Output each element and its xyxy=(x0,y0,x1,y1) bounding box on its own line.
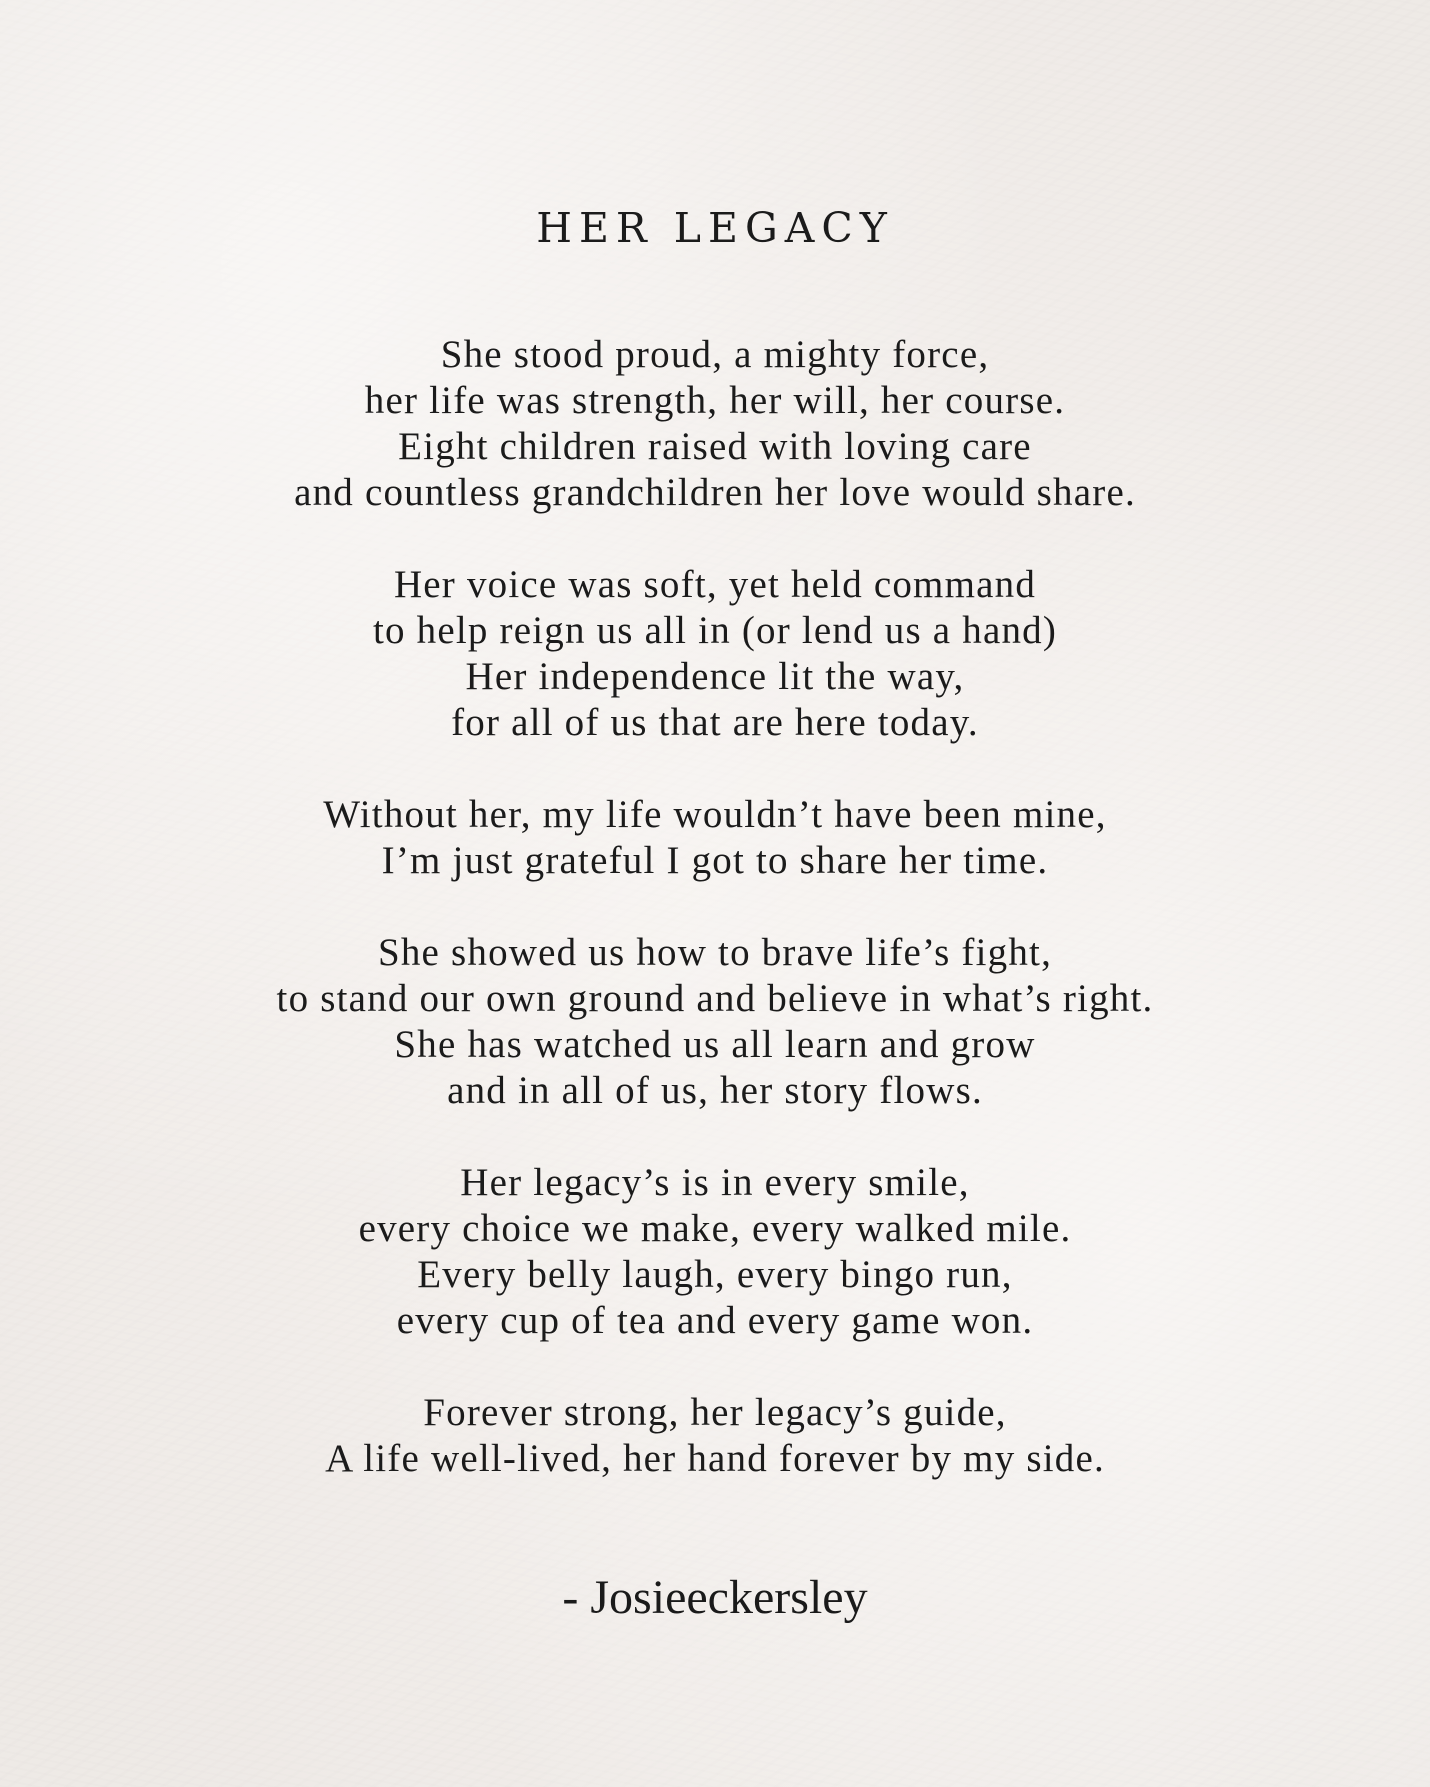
poem-line: I’m just grateful I got to share her time. xyxy=(381,839,1049,882)
poem-line: to help reign us all in (or lend us a hand) xyxy=(372,609,1058,652)
poem-line: A life well-lived, her hand forever by my side. xyxy=(325,1437,1105,1480)
poem-body xyxy=(0,332,1430,1528)
poem-line: for all of us that are here today. xyxy=(451,701,979,744)
poem-line: She showed us how to brave life’s fight, xyxy=(377,931,1053,974)
author-signature: - Josieeckersley xyxy=(562,1571,868,1624)
stanza-3 xyxy=(0,792,1430,884)
poem-line: and in all of us, her story flows. xyxy=(447,1069,983,1112)
stanza-2 xyxy=(0,562,1430,746)
poem-line: to stand our own ground and believe in what’s right. xyxy=(276,977,1154,1020)
poem-line: She stood proud, a mighty force, xyxy=(440,333,990,376)
poem-line: and countless grandchildren her love would share. xyxy=(294,471,1136,514)
poem-line: her life was strength, her will, her course. xyxy=(364,379,1066,422)
poem-line: every cup of tea and every game won. xyxy=(396,1299,1034,1342)
poem-line: She has watched us all learn and grow xyxy=(394,1023,1036,1066)
poem-line: Without her, my life wouldn’t have been mine, xyxy=(323,793,1107,836)
poem-line: Her independence lit the way, xyxy=(465,655,965,698)
poem-line: Her voice was soft, yet held command xyxy=(393,563,1037,606)
stanza-4 xyxy=(0,930,1430,1114)
stanza-1 xyxy=(0,332,1430,516)
poem-title: HER LEGACY xyxy=(536,204,894,252)
stanza-6 xyxy=(0,1390,1430,1482)
poem-line: Every belly laugh, every bingo run, xyxy=(417,1253,1013,1296)
stanza-5 xyxy=(0,1160,1430,1344)
poem-line: Her legacy’s is in every smile, xyxy=(460,1161,970,1204)
poem-line: every choice we make, every walked mile. xyxy=(358,1207,1072,1250)
poem-line: Eight children raised with loving care xyxy=(398,425,1032,468)
poem-line: Forever strong, her legacy’s guide, xyxy=(423,1391,1007,1434)
